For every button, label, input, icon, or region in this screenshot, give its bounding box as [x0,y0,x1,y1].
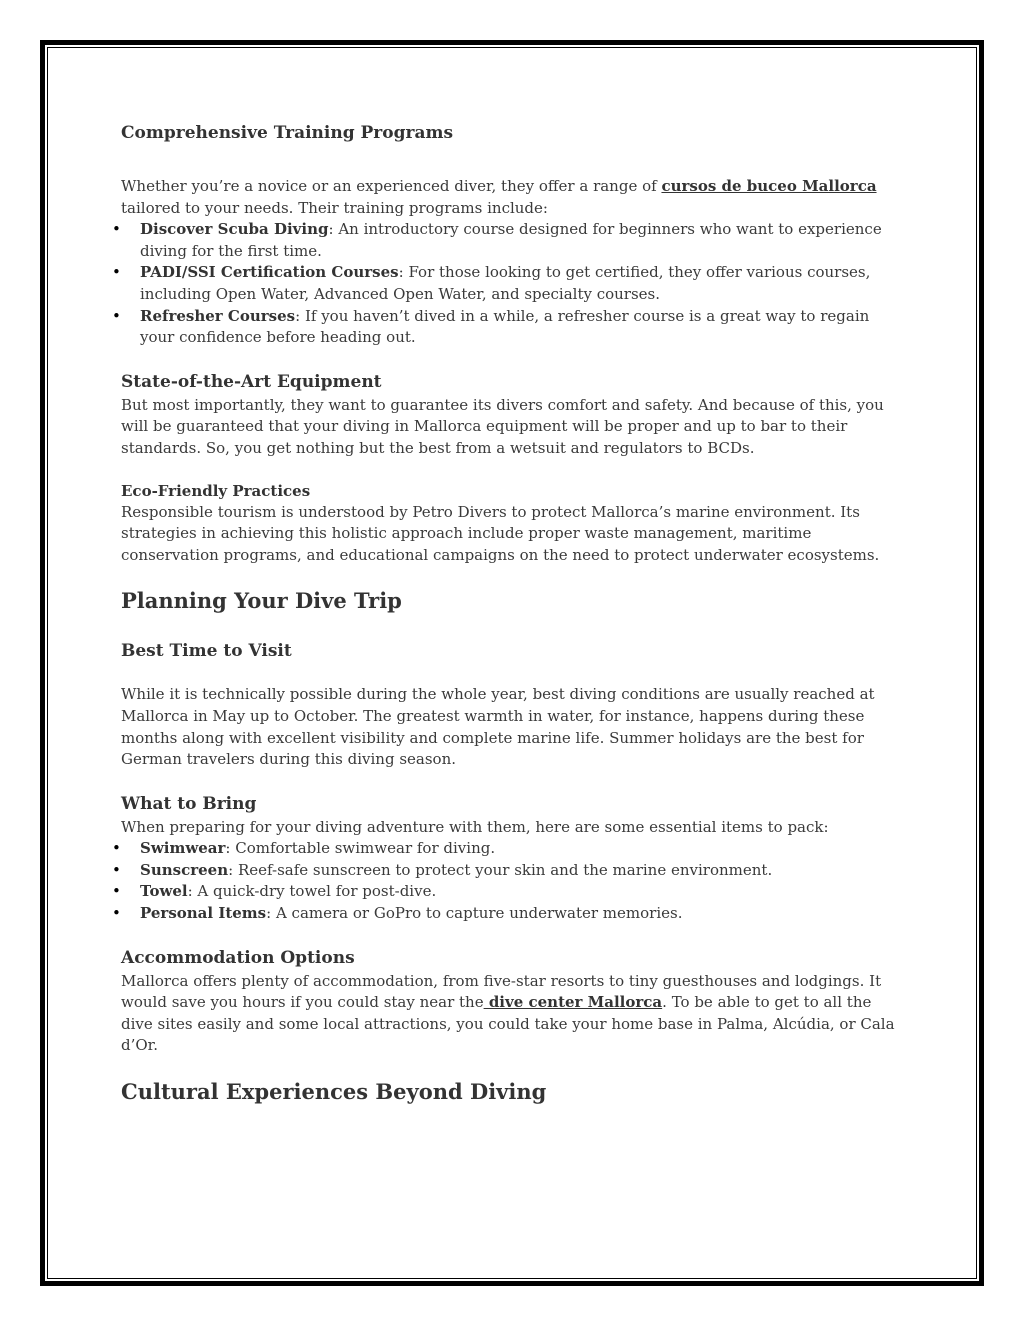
bring-intro: When preparing for your diving adventure with them, here are some essential items to pack: [121,817,829,836]
bring-list [121,838,906,924]
dive-center-link[interactable]: dive center Mallorca [483,993,663,1012]
list-item: • Swimwear: Comfortable swimwear for diving. [121,838,906,860]
list-item: • Sunscreen: Reef-safe sunscreen to protect your skin and the marine environment. [121,860,906,882]
list-item: • Refresher Courses: If you haven’t dived in a while, a refresher course is a great way to regain your confidence before heading out. [121,306,906,349]
heading-best-time: Best Time to Visit [121,641,292,662]
document-content [121,120,906,1107]
heading-eco: Eco-Friendly Practices [121,481,311,500]
heading-accommodation: Accommodation Options [121,947,355,968]
training-intro: Whether you’re a novice or an experienced diver, they offer a range of cursos de buceo Mallorca tailored to your needs. Their training programs include: [121,177,877,217]
heading-what-to-bring: What to Bring [121,793,257,814]
best-time-body: While it is technically possible during the whole year, best diving conditions are usually reached at Mallorca in May up to October. The greatest warmth in water, for instance, happens during these months along with excellent visibility and complete marine life. Summer holidays are the best for German travelers during this diving season. [121,685,875,769]
heading-training: Comprehensive Training Programs [121,123,454,143]
eco-body: Responsible tourism is understood by Petro Divers to protect Mallorca’s marine environment. Its strategies in achieving this holistic approach include proper waste management, maritime conservation programs, and educational campaigns on the need to protect underwater ecosystems. [121,502,880,564]
list-item: • Towel: A quick-dry towel for post-dive. [121,881,906,903]
heading-cultural: Cultural Experiences Beyond Diving [121,1079,547,1105]
heading-planning: Planning Your Dive Trip [121,588,402,614]
cursos-de-buceo-link[interactable]: cursos de buceo Mallorca [661,177,877,195]
heading-equipment: State-of-the-Art Equipment [121,371,382,392]
equipment-body: But most importantly, they want to guarantee its divers comfort and safety. And because of this, you will be guaranteed that your diving in Mallorca equipment will be proper and up to bar to their standards. So, you get nothing but the best from a wetsuit and regulators to BCDs. [121,395,884,457]
list-item: • Personal Items: A camera or GoPro to capture underwater memories. [121,903,906,925]
training-list [121,219,906,349]
list-item: • Discover Scuba Diving: An introductory course designed for beginners who want to experience diving for the first time. [121,219,906,262]
list-item: • PADI/SSI Certification Courses: For those looking to get certified, they offer various courses, including Open Water, Advanced Open Water, and specialty courses. [121,262,906,305]
accommodation-body: Mallorca offers plenty of accommodation, from five-star resorts to tiny guesthouses and lodgings. It would save you hours if you could stay near the dive center Mallorca. To be able to get to all the dive sites easily and some local attractions, you could take your home base in Palma, Alcúdia, or Cala d’Or. [121,971,895,1055]
